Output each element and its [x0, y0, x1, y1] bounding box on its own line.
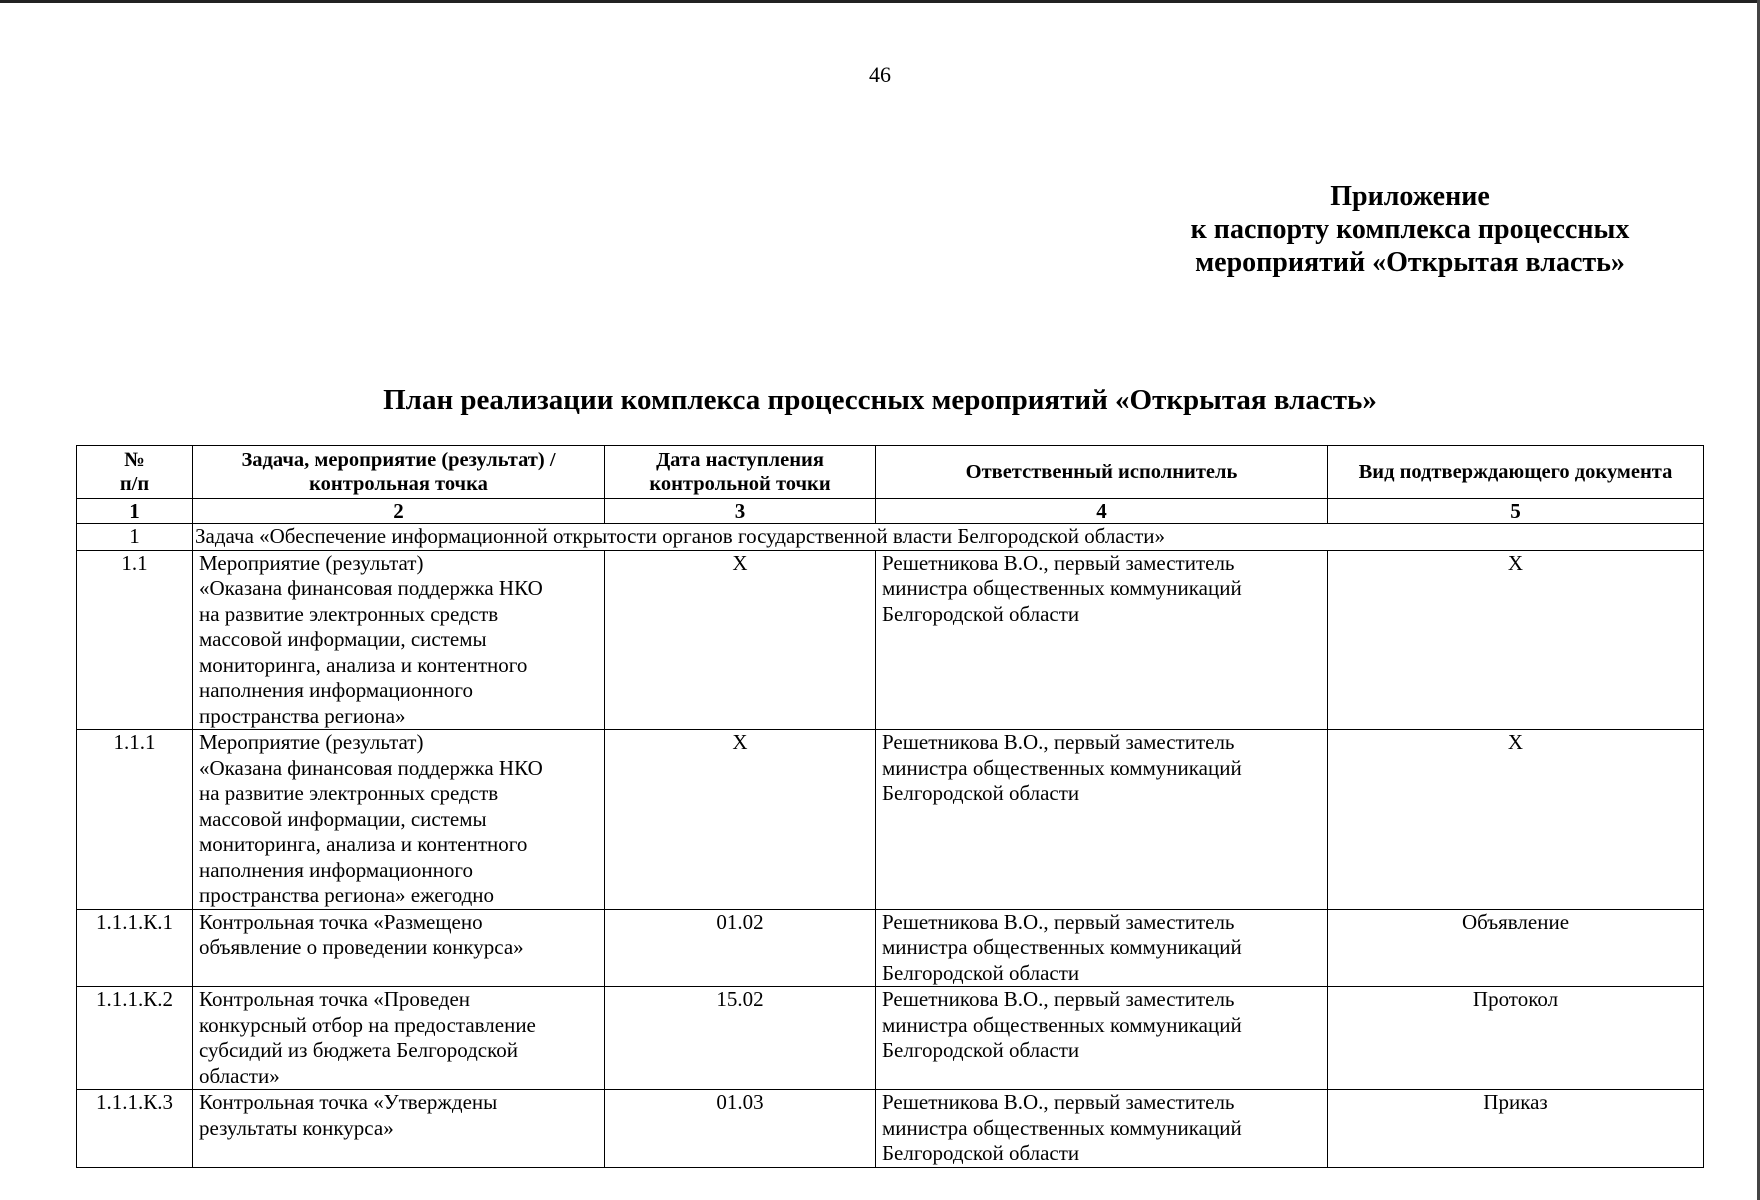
appendix-line-2: к паспорту комплекса процессных	[1190, 214, 1630, 245]
appendix-heading	[1150, 180, 1670, 279]
row-num: 1.1.1.К.1	[77, 909, 193, 987]
column-number: 4	[876, 499, 1328, 524]
column-numbers-row	[77, 499, 1704, 524]
row-task: Контрольная точка «Проведен конкурсный отбор на предоставление субсидий из бюджета Белгородской области»	[193, 987, 605, 1090]
row-executor: Решетникова В.О., первый заместитель министра общественных коммуникаций Белгородской области	[876, 730, 1328, 910]
document-title: План реализации комплекса процессных мероприятий «Открытая власть»	[383, 384, 1377, 416]
row-num: 1.1.1	[77, 730, 193, 910]
row-date: 15.02	[605, 987, 876, 1090]
row-doc: Х	[1328, 730, 1704, 910]
row-doc: Протокол	[1328, 987, 1704, 1090]
row-date: 01.02	[605, 909, 876, 987]
task-row	[77, 524, 1704, 551]
column-number: 2	[193, 499, 605, 524]
row-executor: Решетникова В.О., первый заместитель министра общественных коммуникаций Белгородской области	[876, 1090, 1328, 1168]
row-doc: Приказ	[1328, 1090, 1704, 1168]
row-num: 1.1	[77, 550, 193, 730]
row-executor: Решетникова В.О., первый заместитель министра общественных коммуникаций Белгородской области	[876, 550, 1328, 730]
table-row	[77, 987, 1704, 1090]
row-task: Контрольная точка «Утверждены результаты конкурса»	[193, 1090, 605, 1168]
header-row	[77, 446, 1704, 499]
page-number: 46	[869, 62, 891, 87]
table-row	[77, 550, 1704, 730]
row-task: Контрольная точка «Размещено объявление о проведении конкурса»	[193, 909, 605, 987]
header-date: Дата наступления контрольной точки	[605, 446, 876, 499]
table-row	[77, 909, 1704, 987]
row-doc: Х	[1328, 550, 1704, 730]
header-executor: Ответственный исполнитель	[876, 446, 1328, 499]
row-task: Мероприятие (результат) «Оказана финансовая поддержка НКО на развитие электронных средств массовой информации, системы мониторинга, анализа и контентного наполнения информационного пространства региона» ежегодно	[193, 730, 605, 910]
table-row	[77, 730, 1704, 910]
row-date: Х	[605, 550, 876, 730]
row-doc: Объявление	[1328, 909, 1704, 987]
row-date: 01.03	[605, 1090, 876, 1168]
appendix-line-3: мероприятий «Открытая власть»	[1195, 247, 1625, 278]
task-row-text: Задача «Обеспечение информационной открытости органов государственной власти Белгородской области»	[193, 524, 1704, 551]
column-number: 5	[1328, 499, 1704, 524]
column-number: 3	[605, 499, 876, 524]
implementation-plan-table	[76, 445, 1704, 1168]
row-executor: Решетникова В.О., первый заместитель министра общественных коммуникаций Белгородской области	[876, 987, 1328, 1090]
table-row	[77, 1090, 1704, 1168]
task-row-num: 1	[77, 524, 193, 551]
row-num: 1.1.1.К.3	[77, 1090, 193, 1168]
row-num: 1.1.1.К.2	[77, 987, 193, 1090]
column-number: 1	[77, 499, 193, 524]
appendix-line-1: Приложение	[1330, 181, 1490, 212]
row-task: Мероприятие (результат) «Оказана финансовая поддержка НКО на развитие электронных средств массовой информации, системы мониторинга, анализа и контентного наполнения информационного пространства региона»	[193, 550, 605, 730]
header-num: № п/п	[77, 446, 193, 499]
header-doc: Вид подтверждающего документа	[1328, 446, 1704, 499]
row-date: Х	[605, 730, 876, 910]
row-executor: Решетникова В.О., первый заместитель министра общественных коммуникаций Белгородской области	[876, 909, 1328, 987]
header-task: Задача, мероприятие (результат) / контрольная точка	[193, 446, 605, 499]
scan-top-edge	[0, 0, 1760, 3]
